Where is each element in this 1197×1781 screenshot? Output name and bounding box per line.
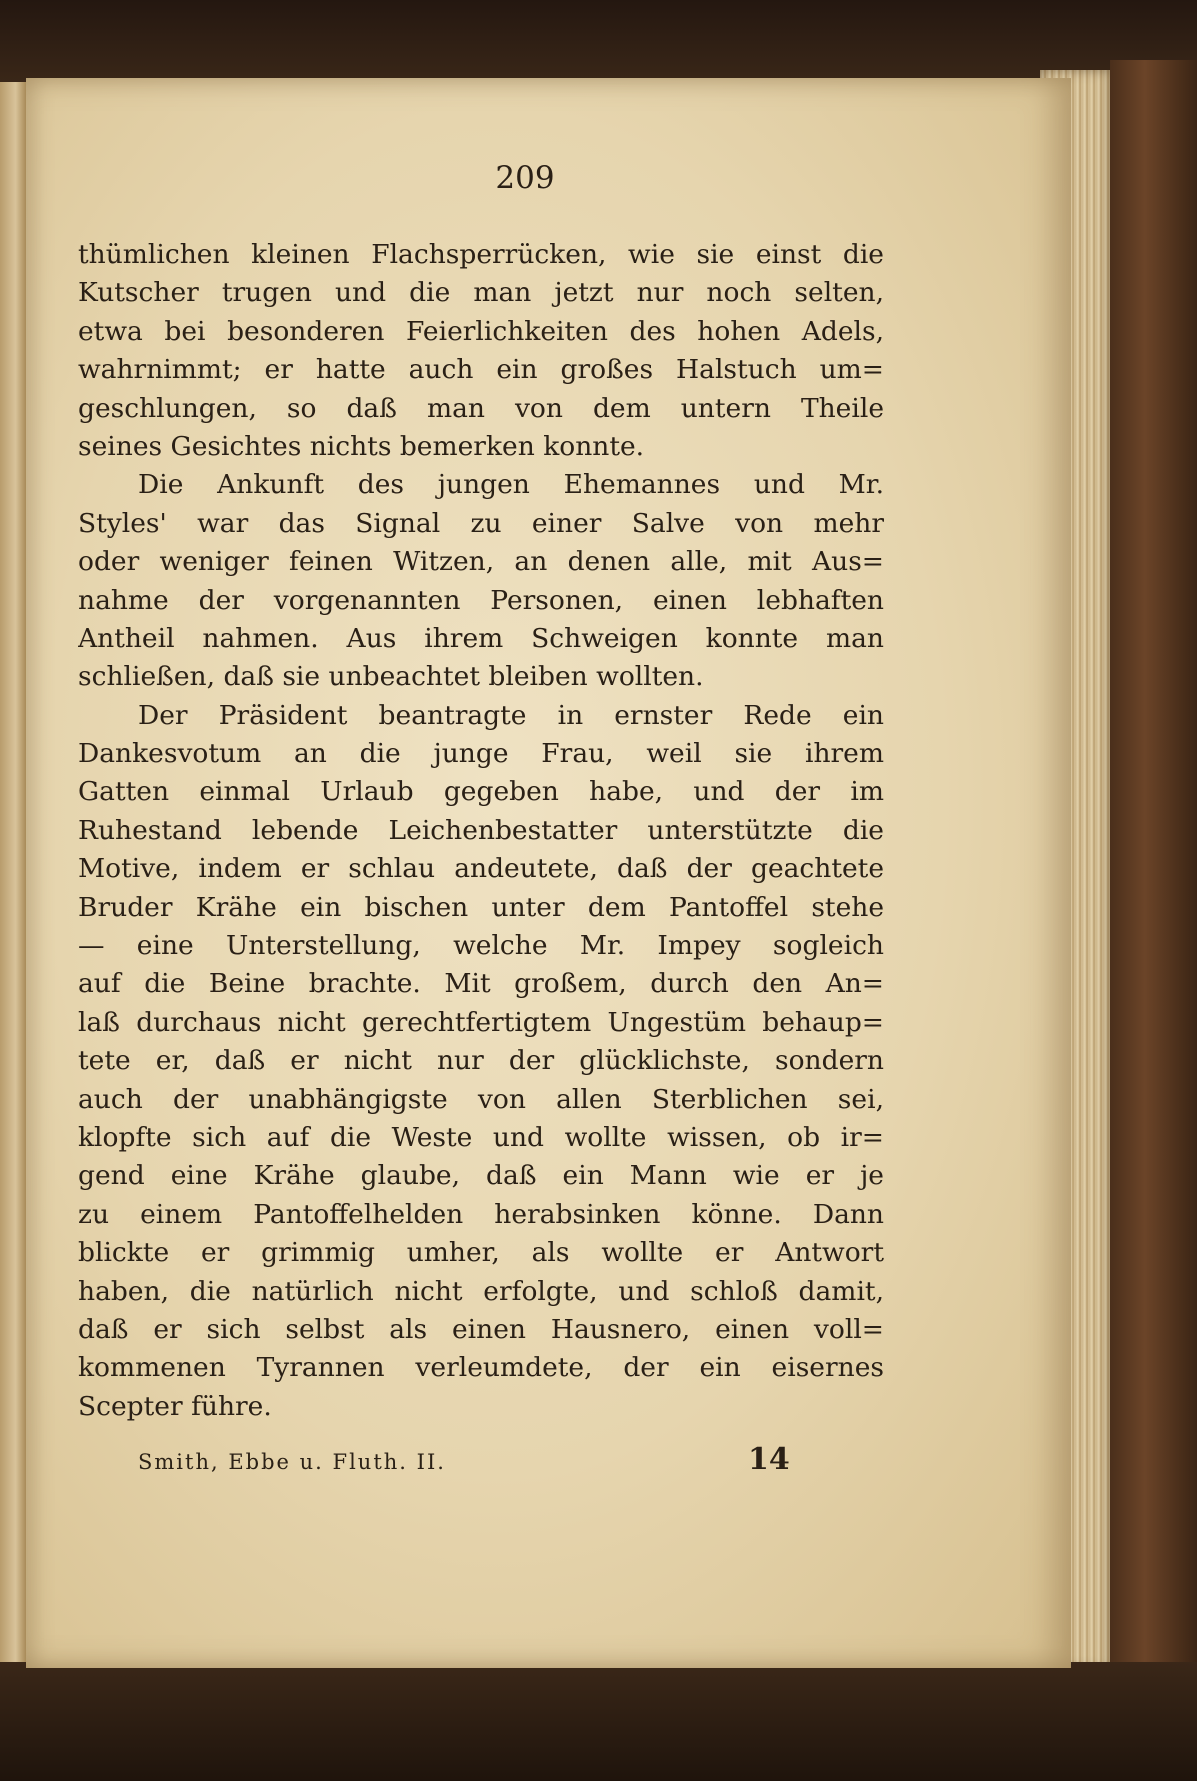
- text-line: Motive, indem er schlau andeutete, daß der geachtete: [78, 853, 884, 885]
- text-line: Die Ankunft des jungen Ehemannes und Mr.: [138, 469, 884, 501]
- page-number: 209: [495, 160, 555, 196]
- book-cover-right: [1110, 60, 1197, 1680]
- text-line: klopfte sich auf die Weste und wollte wissen, ob ir=: [78, 1121, 884, 1153]
- footer-signature: Smith, Ebbe u. Fluth. II.: [138, 1450, 446, 1474]
- book-cover-top: [0, 0, 1197, 85]
- text-line: haben, die natürlich nicht erfolgte, und schloß damit,: [78, 1275, 884, 1307]
- text-line: etwa bei besonderen Feierlichkeiten des hohen Adels,: [78, 315, 884, 347]
- text-line: auf die Beine brachte. Mit großem, durch den An=: [78, 968, 884, 1000]
- text-line: seines Gesichtes nichts bemerken konnte.: [78, 430, 645, 462]
- text-line: nahme der vorgenannten Personen, einen lebhaften: [78, 584, 884, 616]
- text-line: daß er sich selbst als einen Hausnero, einen voll=: [78, 1313, 884, 1345]
- text-line: Styles' war das Signal zu einer Salve von mehr: [78, 507, 884, 539]
- text-line: zu einem Pantoffelhelden herabsinken könne. Dann: [78, 1198, 884, 1230]
- text-line: kommenen Tyrannen verleumdete, der ein eisernes: [78, 1352, 884, 1384]
- text-line: wahrnimmt; er hatte auch ein großes Halstuch um=: [78, 354, 884, 386]
- footer-sheet-number: 14: [748, 1442, 790, 1477]
- body-text: [78, 236, 884, 1426]
- text-line: gend eine Krähe glaube, daß ein Mann wie er je: [78, 1160, 884, 1192]
- page-footer: [138, 1442, 838, 1492]
- text-line: — eine Unterstellung, welche Mr. Impey sogleich: [78, 930, 884, 962]
- text-line: thümlichen kleinen Flachsperrücken, wie sie einst die: [78, 239, 884, 270]
- text-line: Bruder Krähe ein bischen unter dem Pantoffel stehe: [78, 891, 884, 923]
- text-line: Ruhestand lebende Leichenbestatter unterstützte die: [78, 814, 884, 846]
- text-line: Der Präsident beantragte in ernster Rede ein: [138, 699, 884, 731]
- text-line: oder weniger feinen Witzen, an denen alle, mit Aus=: [78, 546, 884, 578]
- text-line: auch der unabhängigste von allen Sterblichen sei,: [78, 1083, 884, 1115]
- text-line: schließen, daß sie unbeachtet bleiben wollten.: [78, 661, 704, 693]
- text-line: geschlungen, so daß man von dem untern Theile: [78, 392, 884, 424]
- book-cover-bottom: [0, 1662, 1197, 1781]
- text-line: blickte er grimmig umher, als wollte er Antwort: [78, 1237, 884, 1269]
- text-line: laß durchaus nicht gerechtfertigtem Ungestüm behaup=: [78, 1006, 884, 1038]
- text-line: Scepter führe.: [78, 1390, 272, 1422]
- text-line: tete er, daß er nicht nur der glücklichste, sondern: [78, 1045, 884, 1077]
- text-line: Dankesvotum an die junge Frau, weil sie ihrem: [78, 738, 884, 770]
- text-line: Antheil nahmen. Aus ihrem Schweigen konnte man: [78, 622, 884, 654]
- text-line: Gatten einmal Urlaub gegeben habe, und der im: [78, 776, 884, 808]
- left-page-edge: [0, 82, 28, 1662]
- text-line: Kutscher trugen und die man jetzt nur noch selten,: [78, 277, 884, 309]
